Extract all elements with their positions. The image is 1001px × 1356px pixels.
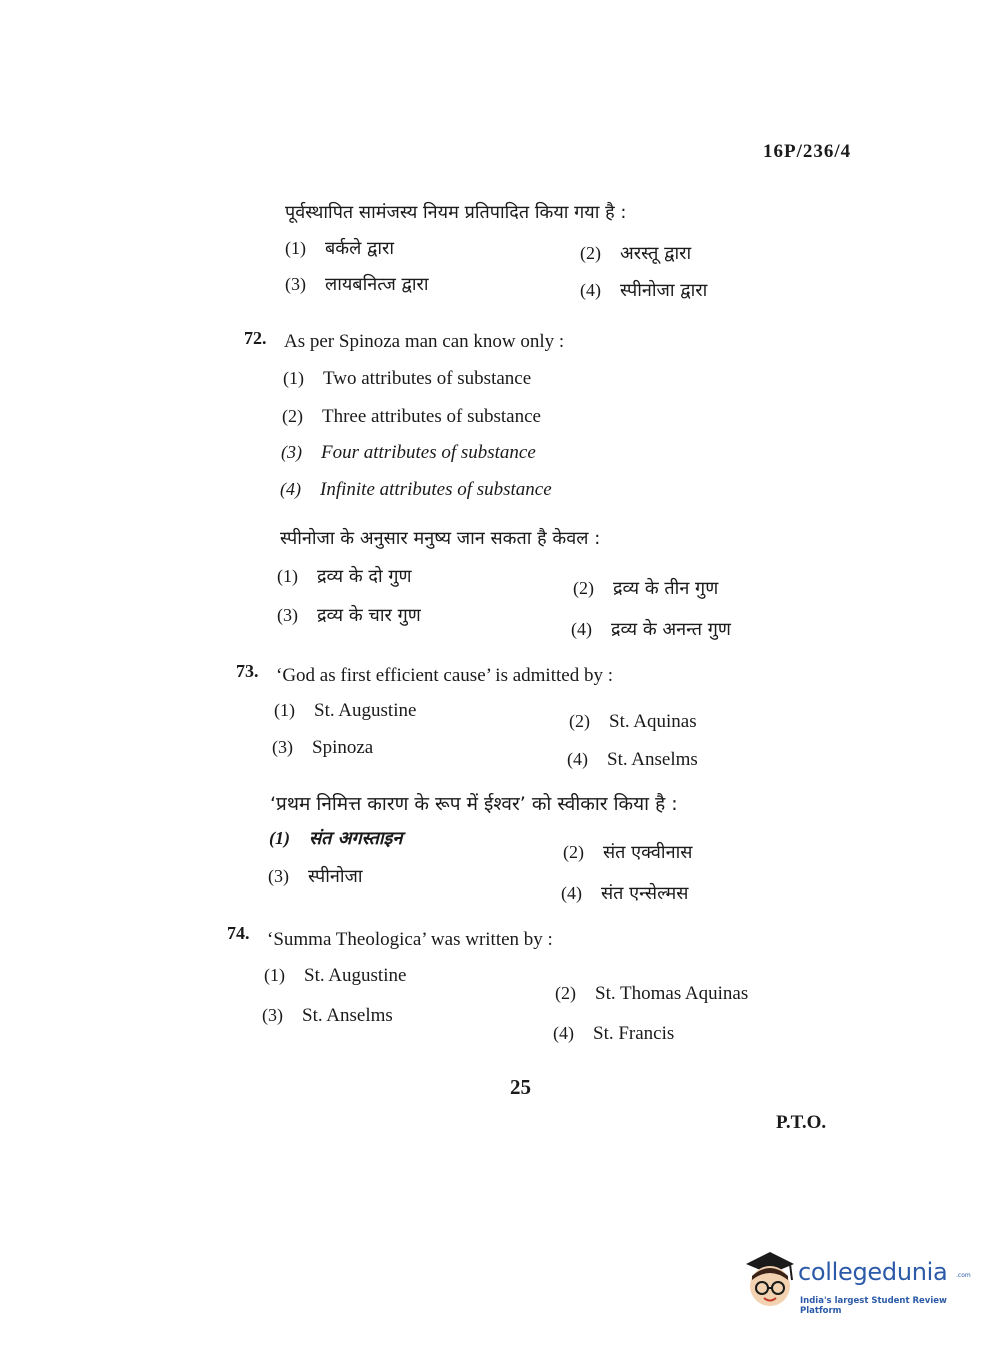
q74-option-4: (4) St. Francis [553, 1023, 675, 1044]
q72-stem: As per Spinoza man can know only : [284, 331, 565, 352]
q72-hindi-option-1: (1) द्रव्य के दो गुण [277, 566, 412, 587]
q72-number: 72. [244, 328, 267, 348]
collegedunia-logo [740, 1250, 970, 1320]
q71-hindi-option-1: (1) बर्कले द्वारा [285, 238, 395, 259]
q73-option-3: (3) Spinoza [272, 737, 374, 758]
q72-hindi-stem: स्पीनोजा के अनुसार मनुष्य जान सकता है केवल : [280, 528, 601, 549]
q72-hindi-option-3: (3) द्रव्य के चार गुण [277, 605, 421, 626]
q71-hindi-stem: पूर्वस्थापित सामंजस्य नियम प्रतिपादित किया गया है : [285, 202, 627, 223]
q73-hindi-option-3: (3) स्पीनोजा [268, 866, 363, 887]
q73-stem: ‘God as first efficient cause’ is admitted by : [276, 665, 613, 686]
q72-option-3: (3) Four attributes of substance [281, 442, 536, 463]
logo-brand: collegedunia [798, 1258, 948, 1286]
q72-option-1: (1) Two attributes of substance [283, 368, 532, 389]
q72-option-4: (4) Infinite attributes of substance [280, 479, 552, 500]
q72-hindi-option-4: (4) द्रव्य के अनन्त गुण [571, 619, 731, 640]
q73-number: 73. [236, 661, 259, 681]
q73-option-4: (4) St. Anselms [567, 749, 698, 770]
q73-hindi-option-4: (4) संत एन्सेल्मस [561, 883, 689, 904]
q74-option-2: (2) St. Thomas Aquinas [555, 983, 749, 1004]
q74-number: 74. [227, 923, 250, 943]
logo-suffix: .com [956, 1272, 971, 1279]
mascot-icon [740, 1250, 798, 1314]
q71-hindi-option-3: (3) लायबनित्ज द्वारा [285, 274, 429, 295]
q73-hindi-stem: ‘प्रथम निमित्त कारण के रूप में ईश्वर’ को स्वीकार किया है : [270, 793, 678, 815]
q73-option-2: (2) St. Aquinas [569, 711, 697, 732]
q71-hindi-option-2: (2) अरस्तू द्वारा [580, 243, 692, 264]
q74-option-3: (3) St. Anselms [262, 1005, 393, 1026]
q74-stem: ‘Summa Theologica’ was written by : [267, 929, 553, 950]
q73-hindi-option-2: (2) संत एक्वीनास [563, 842, 693, 863]
q74-option-1: (1) St. Augustine [264, 965, 407, 986]
q72-hindi-option-2: (2) द्रव्य के तीन गुण [573, 578, 719, 599]
page-number: 25 [510, 1075, 531, 1099]
logo-tagline: India's largest Student Review Platform [800, 1296, 947, 1316]
q73-option-1: (1) St. Augustine [274, 700, 417, 721]
paper-code: 16P/236/4 [763, 141, 852, 162]
q73-hindi-option-1: (1) संत अगस्ताइन [269, 828, 403, 849]
q71-hindi-option-4: (4) स्पीनोजा द्वारा [580, 280, 708, 301]
pto-label: P.T.O. [776, 1112, 827, 1133]
q72-option-2: (2) Three attributes of substance [282, 406, 541, 427]
